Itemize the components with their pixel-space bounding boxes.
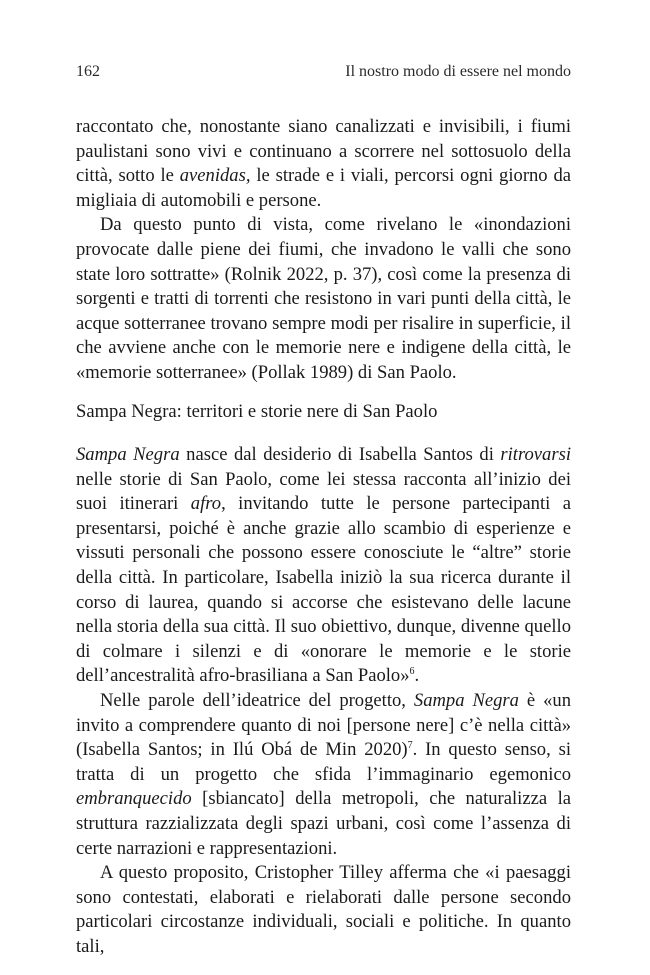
book-page [76,0,571,975]
running-title: Il nostro modo di essere nel mondo [345,63,571,80]
italic-run: Sampa Negra [76,444,180,465]
text-run: Da questo punto di vista, come rivelano le «inondazioni provocate dalle piene dei fiumi, che invadono le valli che sono state loro sottratte» (Rolnik 2022, p. 37), così come la presenza di sorgenti e tratti di torrenti che resistono in vari punti della città, le acque sotterranee trovano sempre modi per risalire in superficie, il che avviene anche con le memorie nere e indigene della città, le «memorie sotterranee» (Pollak 1989) di San Paolo. [76,214,571,383]
italic-run: afro [190,493,222,515]
italic-run: Sampa Negra [413,689,519,711]
section-heading: Sampa Negra: territori e storie nere di San Paolo [76,401,438,422]
italic-run: embranquecido [76,788,192,810]
page-number: 162 [76,63,100,80]
paragraph [76,861,571,959]
text-run: raccontato che, nonostante siano canalizzati e invisibili, i fiumi paulistani sono vivi e continuano a scorrere nel sottosuolo della città, sotto le [76,116,571,187]
paragraph [76,689,571,861]
text-run: è «un invito a comprendere quanto di noi [persone nere] c’è nella città» (Isabella Santos; in Ilú Obá de Min 2020) [76,689,571,761]
text-run: . In questo senso, si tratta di un progetto che sfida l’immaginario egemonico [76,739,571,785]
text-block-before-section [76,115,571,386]
text-run: , invitando tutte le persone partecipanti a presentarsi, poiché è anche grazie allo scambio di esperienze e vissuti personali che possono essere conosciute le “altre” storie della città. In particolare, Isabella iniziò la sua ricerca durante il corso di laurea, quando si accorse che esistevano delle lacune nella storia della sua città. Il suo obiettivo, dunque, divenne quello di colmare i silenzi e di «onorare le memorie e le storie dell’ancestralità afro-brasiliana a San Paolo» [76,493,571,687]
italic-run: ritrovarsi [500,444,571,465]
footnote-marker: 7 [407,740,413,752]
paragraph [76,115,571,213]
text-run: le strade e i viali, percorsi ogni giorno da migliaia di automobili e persone. [76,165,571,211]
text-run: [sbiancato] della metropoli, che naturalizza la struttura razzializzata degli spazi urbani, così come l’assenza di certe narrazioni e rappresentazioni. [76,788,571,859]
text-run: A questo proposito, Cristopher Tilley afferma che «i paesaggi sono contestati, elaborati e rielaborati dalle persone secondo particolari circostanze individuali, sociali e politiche. In quanto tali, [76,862,571,957]
text-run: . [414,665,420,687]
text-run: nelle storie di San Paolo, come lei stessa racconta all’inizio dei suoi itinerari [76,468,571,515]
paragraph [76,213,571,385]
text-run: Nelle parole dell’ideatrice del progetto, [100,689,414,711]
paragraph [76,443,571,689]
footnote-marker: 6 [409,666,415,678]
text-run: nasce dal desiderio di Isabella Santos di [179,444,501,465]
italic-run: avenidas, [179,165,251,187]
text-block-section-body [76,443,571,959]
